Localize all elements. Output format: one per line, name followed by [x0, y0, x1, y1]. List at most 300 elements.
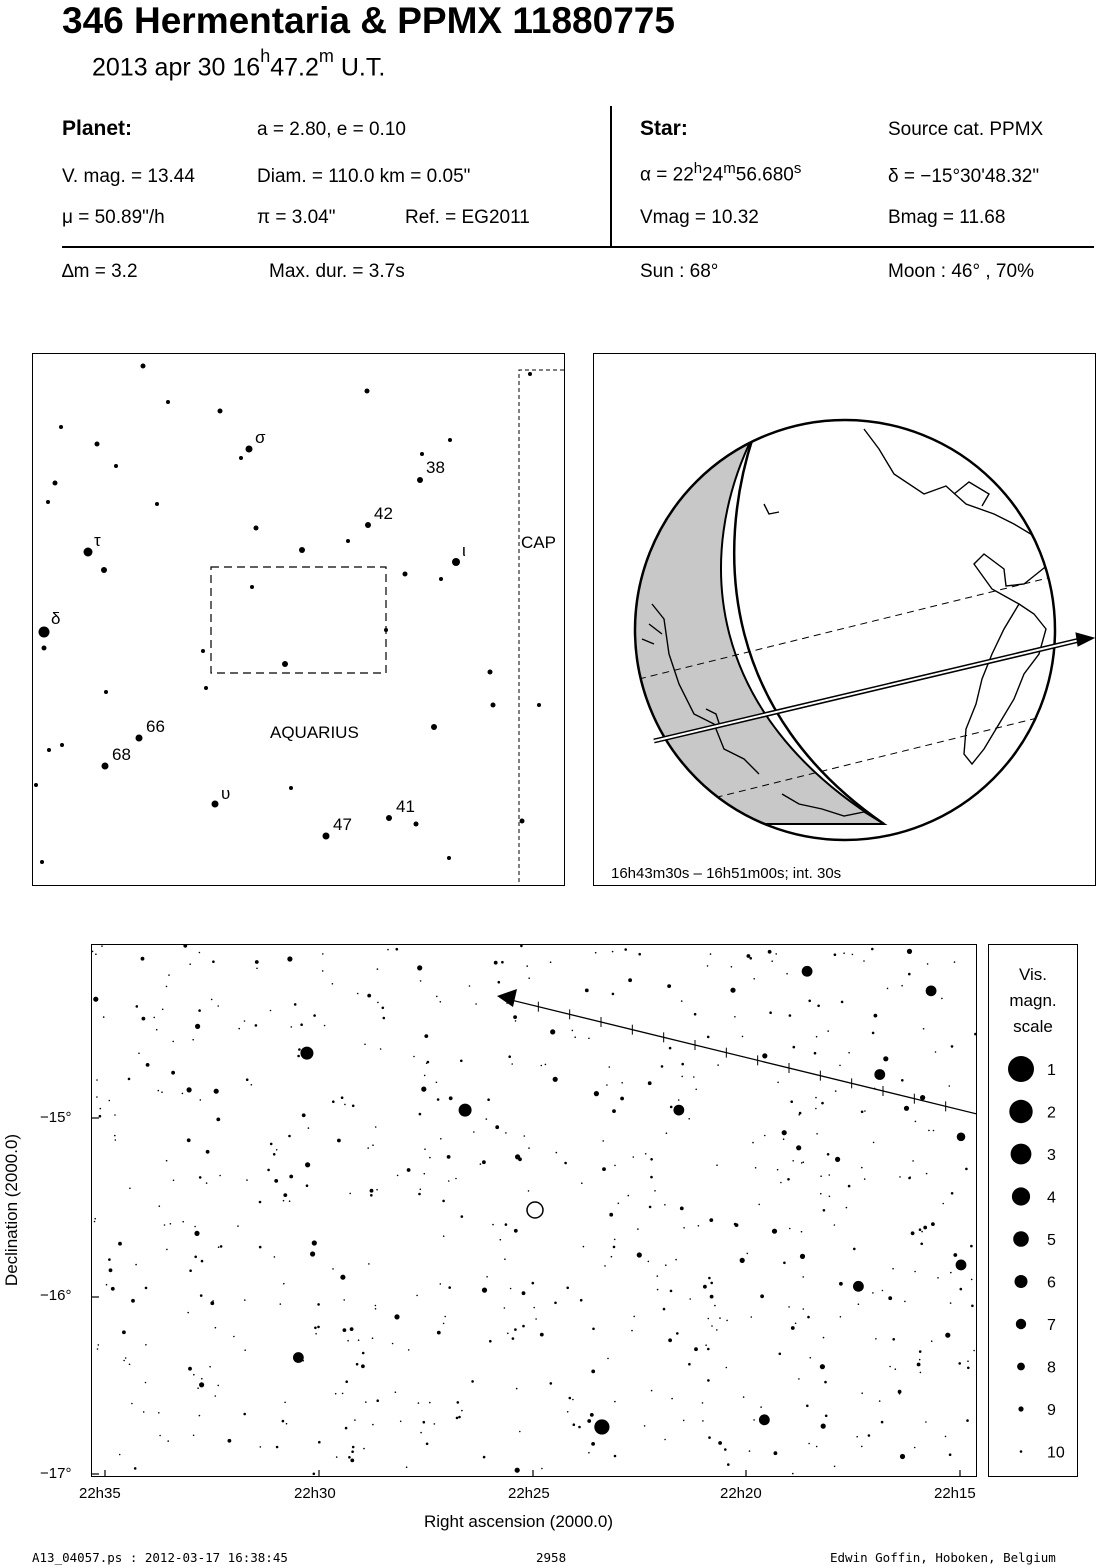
field-star [719, 1317, 721, 1319]
field-star [556, 1152, 558, 1154]
field-star [762, 1053, 767, 1058]
field-star [375, 1308, 377, 1310]
field-star [618, 1203, 620, 1205]
field-star [345, 1380, 348, 1383]
field-star [313, 1473, 316, 1476]
field-star [367, 1147, 369, 1149]
field-star [351, 1450, 354, 1453]
field-star [788, 1306, 790, 1308]
field-star [528, 977, 530, 979]
field-star [109, 1268, 113, 1272]
field-star [342, 1393, 344, 1395]
field-star [520, 945, 523, 947]
field-star [183, 945, 187, 948]
field-star [588, 1038, 590, 1040]
field-star [798, 1378, 800, 1380]
field-star [747, 1253, 749, 1255]
field-star [707, 1348, 710, 1351]
field-star [724, 1448, 727, 1451]
field-star [920, 1243, 923, 1246]
field-star [407, 1168, 411, 1172]
field-star [514, 1229, 518, 1233]
star-heading: Star: [640, 117, 688, 140]
field-star [114, 1135, 116, 1137]
field-star [892, 1268, 894, 1270]
field-star [167, 1440, 169, 1442]
field-star [220, 1245, 223, 1248]
field-star [516, 1388, 518, 1390]
field-star [318, 1441, 321, 1444]
field-star [356, 1363, 359, 1366]
field-star [803, 1308, 805, 1310]
field-star [215, 1395, 217, 1397]
field-star [743, 1396, 745, 1398]
field-star [283, 1283, 285, 1285]
planet-heading: Planet: [62, 117, 133, 140]
field-star [578, 1426, 581, 1429]
field-star [923, 1226, 927, 1230]
field-star [122, 1330, 126, 1334]
field-star [861, 1446, 863, 1448]
field-star [436, 996, 438, 998]
x-tick-label: 22h25 [508, 1485, 550, 1502]
field-star [941, 998, 943, 1000]
field-star [486, 1276, 488, 1278]
field-star [678, 1099, 680, 1101]
field-star [637, 1252, 642, 1257]
field-star [668, 1338, 672, 1342]
field-star [661, 1065, 664, 1068]
legend-title-2: magn. [1009, 991, 1057, 1010]
field-star [350, 1459, 354, 1463]
star-ra: $\alpha = 22^h24^m56.680^s$ [640, 160, 802, 186]
field-star [259, 1201, 262, 1204]
label-66: 66 [146, 717, 165, 736]
field-star [274, 1179, 278, 1183]
field-star [789, 1228, 791, 1230]
field-star [931, 1340, 933, 1342]
field-star [669, 1047, 672, 1050]
field-star [216, 1118, 220, 1122]
field-star [879, 1400, 881, 1402]
legend-value: 6 [1047, 1274, 1056, 1292]
field-star [795, 1323, 797, 1325]
y-tick-label: −16° [40, 1287, 72, 1304]
moon-info: Moon : 46° , 70% [888, 261, 1034, 282]
field-star [816, 1133, 818, 1135]
field-star [288, 1135, 291, 1138]
field-star [848, 1185, 851, 1188]
field-star [166, 986, 168, 988]
field-star [689, 1298, 691, 1300]
field-star [448, 1286, 451, 1289]
legend-value: 7 [1047, 1317, 1056, 1334]
star-vmag: Vmag = 10.32 [640, 207, 759, 228]
field-star [974, 1033, 976, 1036]
field-star [280, 1303, 282, 1305]
field-star [540, 1333, 544, 1337]
field-star [270, 1143, 273, 1146]
field-star [406, 1466, 408, 1468]
field-star [194, 1231, 199, 1236]
field-star [875, 1338, 877, 1340]
y-tick-label: −17° [40, 1465, 72, 1482]
legend-dot [1015, 1275, 1028, 1288]
field-star [954, 961, 956, 963]
field-star [663, 1308, 666, 1311]
field-star [244, 1020, 246, 1022]
field-star [726, 1320, 728, 1322]
field-star [612, 1109, 616, 1113]
label-38: 38 [426, 458, 445, 477]
field-star [671, 1398, 673, 1400]
field-star [363, 1448, 365, 1450]
field-star [297, 1055, 300, 1058]
label-42: 42 [374, 504, 393, 523]
field-star [114, 1114, 116, 1116]
field-star [572, 1030, 574, 1032]
field-star [735, 1223, 739, 1227]
field-star [587, 1419, 591, 1423]
field-star [95, 953, 97, 955]
field-star [473, 1131, 475, 1133]
planet-parallax: π = 3.04" [257, 207, 336, 228]
field-star [131, 1403, 133, 1405]
field-star [779, 1353, 782, 1356]
field-star [971, 1279, 973, 1281]
field-star [958, 1362, 961, 1365]
field-star [815, 1097, 817, 1099]
field-star [519, 1431, 521, 1433]
field-star [920, 1095, 925, 1100]
field-star [507, 1333, 509, 1335]
field-star [834, 1466, 836, 1468]
field-star [437, 1331, 441, 1335]
field-star [887, 988, 889, 990]
field-star [852, 954, 854, 956]
field-star [129, 1364, 131, 1366]
bright-star [300, 1047, 313, 1060]
delta-mag: ∆m = 3.2 [62, 261, 138, 282]
field-star [442, 1200, 445, 1203]
field-star [131, 1299, 135, 1303]
field-star [912, 1160, 914, 1162]
field-star [856, 1436, 858, 1438]
field-star [541, 1065, 543, 1067]
field-star [710, 1282, 713, 1285]
field-star [524, 1135, 526, 1137]
field-star [753, 978, 755, 980]
field-star [592, 1328, 595, 1331]
field-star [397, 1175, 399, 1177]
field-star [967, 1367, 970, 1370]
field-star [966, 1419, 969, 1422]
field-star [217, 1005, 219, 1007]
field-star [510, 1288, 512, 1290]
field-star [508, 1055, 511, 1058]
x-tick-label: 22h30 [294, 1485, 336, 1502]
field-star [581, 1182, 583, 1184]
field-star [621, 1082, 623, 1084]
field-star [376, 1189, 378, 1191]
field-star [751, 1316, 753, 1318]
field-star [960, 1288, 963, 1291]
field-star [872, 1032, 875, 1035]
field-star [244, 1299, 246, 1301]
field-star [206, 1150, 210, 1154]
field-star [437, 1098, 440, 1101]
field-star [522, 1291, 526, 1295]
field-star [882, 1290, 884, 1292]
field-star [436, 1082, 438, 1084]
field-star [708, 1277, 711, 1280]
field-star [967, 1360, 969, 1362]
legend-values [1047, 1062, 1065, 1462]
field-star [933, 1130, 935, 1132]
planet-reference: Ref. = EG2011 [405, 207, 530, 228]
field-stars [92, 945, 976, 1475]
field-star [786, 973, 788, 975]
field-star [482, 1160, 486, 1164]
finder-labels [51, 428, 466, 834]
field-star [195, 1024, 200, 1029]
field-star [532, 1282, 535, 1285]
field-star [201, 1260, 204, 1263]
field-star [825, 1415, 828, 1418]
field-star [572, 1399, 574, 1401]
field-star [515, 1154, 520, 1159]
field-star [716, 1329, 718, 1331]
footer-author: Edwin Goffin, Hoboken, Belgium [830, 1550, 1056, 1565]
field-star [340, 1275, 345, 1280]
field-star [772, 1229, 777, 1234]
globe-caption: 16h43m30s – 16h51m00s; int. 30s [611, 865, 842, 882]
star-bmag: Bmag = 11.68 [888, 207, 1006, 228]
field-star [820, 1175, 822, 1177]
field-star [764, 1135, 766, 1137]
field-star [212, 1300, 214, 1302]
field-star [829, 1174, 831, 1176]
field-star [315, 1333, 317, 1335]
field-star [863, 960, 865, 962]
label-41: 41 [396, 797, 415, 816]
field-star [907, 949, 912, 954]
target-star-marker [527, 1202, 543, 1218]
field-star [362, 1352, 365, 1355]
field-star [760, 1294, 764, 1298]
field-star [664, 1439, 666, 1441]
field-star [669, 985, 672, 988]
field-star [787, 1178, 790, 1181]
planet-vmag: V. mag. = 13.44 [62, 166, 195, 187]
field-star [583, 1246, 585, 1248]
field-star [142, 1017, 146, 1021]
field-star [827, 1030, 829, 1032]
field-star [915, 1121, 917, 1123]
field-star [937, 1277, 939, 1279]
field-star [550, 1382, 553, 1385]
field-star [919, 1359, 921, 1361]
field-star [159, 1205, 161, 1207]
field-star [123, 1360, 125, 1362]
field-star [569, 1397, 572, 1400]
field-star [650, 1176, 653, 1179]
field-star [382, 1007, 385, 1010]
bright-star [594, 1419, 609, 1434]
field-star [654, 1190, 656, 1192]
legend-value: 10 [1047, 1444, 1065, 1462]
field-star [286, 1423, 288, 1425]
field-star [352, 1446, 355, 1449]
field-star [138, 1053, 140, 1055]
field-star [835, 1157, 840, 1162]
field-star [708, 1318, 710, 1320]
field-star [920, 1372, 922, 1374]
field-star [945, 1436, 947, 1438]
finder-chart [32, 353, 565, 886]
x-tick-label: 22h35 [79, 1485, 121, 1502]
field-star [901, 985, 903, 987]
field-star [217, 1385, 219, 1387]
field-star [420, 1432, 422, 1434]
finder-stars [34, 364, 541, 865]
field-star [448, 1180, 450, 1182]
field-star [801, 1162, 803, 1164]
field-star [372, 1144, 374, 1146]
x-axis-label: Right ascension (2000.0) [424, 1512, 614, 1531]
field-star [372, 1337, 374, 1339]
field-star [492, 1224, 494, 1226]
field-star [504, 1258, 506, 1260]
field-star [908, 973, 911, 976]
field-star [305, 1162, 310, 1167]
field-star [553, 1077, 558, 1082]
field-star [146, 1063, 150, 1067]
field-star [475, 1003, 477, 1005]
field-star [755, 1167, 757, 1169]
field-star [602, 1140, 604, 1142]
legend-dot [1017, 1363, 1025, 1371]
field-star [505, 1223, 508, 1226]
field-star [344, 1104, 346, 1106]
field-star [418, 1402, 420, 1404]
field-star [96, 1096, 98, 1098]
field-star [793, 1046, 796, 1049]
field-star [189, 963, 191, 965]
field-star [212, 960, 215, 963]
field-star [187, 1138, 191, 1142]
field-star [518, 1469, 520, 1471]
field-star [101, 945, 103, 947]
legend-dots [1008, 1056, 1034, 1453]
field-star [921, 1231, 923, 1233]
field-star [889, 1366, 891, 1368]
field-star [664, 1204, 666, 1206]
field-star [666, 1132, 668, 1134]
field-star [607, 1358, 609, 1360]
field-star [383, 1017, 386, 1020]
field-star [919, 1350, 922, 1353]
field-star [505, 1132, 507, 1134]
field-star [283, 1200, 285, 1202]
field-star [109, 1100, 111, 1102]
field-star [888, 1296, 892, 1300]
field-star [194, 1256, 197, 1259]
field-star [482, 1288, 487, 1293]
field-star [919, 1228, 922, 1231]
field-star [377, 968, 379, 970]
field-star [198, 1009, 201, 1012]
field-star [284, 1402, 286, 1404]
field-star [533, 1307, 535, 1309]
field-star [98, 1344, 100, 1346]
label-upsilon: υ [221, 784, 231, 803]
field-star [900, 1454, 905, 1459]
field-star [695, 1089, 697, 1091]
legend-dot [1008, 1056, 1034, 1082]
field-star [588, 1452, 590, 1454]
field-star [872, 1292, 874, 1294]
field-star [683, 1420, 685, 1422]
field-star [528, 1190, 530, 1192]
field-star [387, 949, 389, 951]
field-star [332, 1268, 334, 1270]
field-star [777, 1082, 779, 1084]
legend-dot [1013, 1231, 1029, 1247]
field-star [899, 1176, 901, 1178]
field-star [707, 1036, 710, 1039]
field-star [803, 1161, 805, 1163]
field-star [449, 1096, 453, 1100]
field-star [343, 1299, 345, 1301]
field-star [710, 953, 712, 955]
field-star [841, 1001, 844, 1004]
field-star [206, 1182, 208, 1184]
field-star [821, 1424, 826, 1429]
footer-file: A13_04057.ps : 2012-03-17 16:38:45 [32, 1550, 288, 1565]
field-star [711, 1325, 713, 1327]
field-star [486, 1118, 488, 1120]
field-star [790, 1100, 793, 1103]
field-star [816, 1446, 818, 1448]
legend-value: 4 [1047, 1189, 1056, 1207]
field-star [341, 1096, 344, 1099]
legend-value: 2 [1047, 1104, 1056, 1122]
field-star [136, 1005, 139, 1008]
field-star [864, 1110, 866, 1112]
field-star [192, 1039, 194, 1041]
star-dec: δ = −15°30'48.32" [888, 166, 1040, 187]
field-star [564, 1162, 567, 1165]
field-star [211, 999, 213, 1001]
field-star [270, 1010, 272, 1012]
field-star [676, 1332, 679, 1335]
field-star [783, 1138, 785, 1140]
field-star [347, 1340, 349, 1342]
field-star [426, 1062, 428, 1064]
footer-number: 2958 [536, 1550, 567, 1565]
field-star [708, 1436, 711, 1439]
field-star [193, 1374, 195, 1376]
field-star [460, 1060, 463, 1063]
field-star [332, 983, 334, 985]
field-star [128, 1078, 131, 1081]
field-star [681, 1076, 683, 1078]
field-star [810, 1357, 812, 1359]
field-star [792, 1160, 794, 1162]
field-star [283, 1193, 287, 1197]
field-star [322, 953, 324, 955]
